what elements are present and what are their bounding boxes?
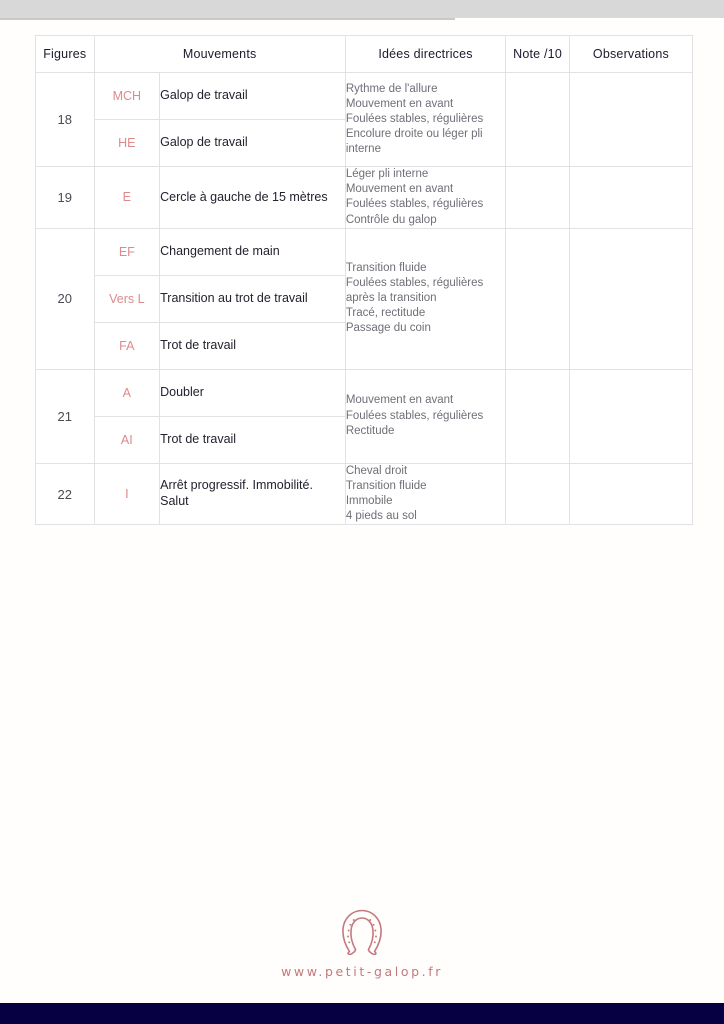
movement-description: Changement de main: [160, 228, 346, 275]
figure-number: 18: [36, 73, 95, 167]
idee-line: Encolure droite ou léger pli: [345, 128, 483, 141]
header-note: Note /10: [506, 36, 570, 73]
table-row: [36, 369, 693, 416]
movement-description: Trot de travail: [160, 416, 346, 463]
movement-description: Galop de travail: [160, 73, 346, 120]
movement-description: Cercle à gauche de 15 mètres: [160, 167, 346, 229]
table-row: [36, 73, 693, 120]
observations-field[interactable]: [569, 463, 692, 525]
idee-line: Mouvement en avant: [345, 97, 454, 110]
dressage-score-table: [35, 35, 693, 525]
movement-letter: I: [94, 463, 160, 525]
idee-line: Léger pli interne: [345, 168, 429, 180]
idee-line: Mouvement en avant: [345, 394, 454, 407]
idee-line: Foulées stables, régulières: [345, 409, 484, 422]
movement-letter: FA: [94, 322, 160, 369]
note-field[interactable]: [506, 73, 570, 167]
idee-line: Passage du coin: [345, 322, 431, 335]
idee-line: Tracé, rectitude: [345, 307, 426, 320]
movement-description: Transition au trot de travail: [160, 275, 346, 322]
note-field[interactable]: [506, 167, 570, 229]
idee-line: Foulées stables, régulières: [345, 276, 484, 289]
footer: [0, 905, 724, 979]
idees-directrices: [345, 463, 505, 525]
idee-line: Mouvement en avant: [345, 183, 454, 196]
table-row: [36, 463, 693, 525]
figure-number: 22: [36, 463, 95, 525]
table-row: [36, 228, 693, 275]
movement-letter: EF: [94, 228, 160, 275]
idee-line: Rythme de l'allure: [345, 82, 438, 95]
idee-line: Transition fluide: [345, 479, 427, 492]
header-idees-directrices: Idées directrices: [345, 36, 505, 73]
movement-letter: AI: [94, 416, 160, 463]
idee-line: Transition fluide: [345, 261, 427, 274]
movement-description: Galop de travail: [160, 120, 346, 167]
document-page: [0, 20, 724, 1003]
observations-field[interactable]: [569, 228, 692, 369]
idee-line: Rectitude: [345, 424, 395, 437]
idee-line: Foulées stables, régulières: [345, 198, 484, 211]
idee-line: après la transition: [345, 292, 437, 305]
observations-field[interactable]: [569, 73, 692, 167]
movement-letter: HE: [94, 120, 160, 167]
movement-letter: E: [94, 167, 160, 229]
idees-directrices: [345, 167, 505, 229]
figure-number: 20: [36, 228, 95, 369]
idee-line: Foulées stables, régulières: [345, 112, 484, 125]
observations-field[interactable]: [569, 369, 692, 463]
header-figures: Figures: [36, 36, 95, 73]
table-header: [36, 36, 693, 73]
note-field[interactable]: [506, 369, 570, 463]
movement-letter: Vers L: [94, 275, 160, 322]
idee-line: interne: [345, 143, 381, 156]
idees-directrices: [345, 73, 505, 167]
table-header-row: [36, 36, 693, 73]
movement-description: Trot de travail: [160, 322, 346, 369]
movement-letter: A: [94, 369, 160, 416]
idee-line: Cheval droit: [345, 464, 408, 477]
movement-letter: MCH: [94, 73, 160, 120]
movement-description: Doubler: [160, 369, 346, 416]
movement-description: Arrêt progressif. Immobilité. Salut: [160, 463, 346, 525]
table-row: [36, 167, 693, 229]
note-field[interactable]: [506, 463, 570, 525]
idees-directrices: [345, 369, 505, 463]
bottom-navy-bar: [0, 1003, 724, 1024]
idees-directrices: [345, 228, 505, 369]
top-gray-bar: [0, 0, 724, 18]
horseshoe-icon: [335, 905, 389, 955]
observations-field[interactable]: [569, 167, 692, 229]
figure-number: 19: [36, 167, 95, 229]
idee-line: Contrôle du galop: [345, 213, 437, 226]
site-url: www.petit-galop.fr: [281, 964, 443, 979]
header-observations: Observations: [569, 36, 692, 73]
note-field[interactable]: [506, 228, 570, 369]
idee-line: 4 pieds au sol: [345, 510, 417, 523]
header-mouvements: Mouvements: [94, 36, 345, 73]
figure-number: 21: [36, 369, 95, 463]
idee-line: Immobile: [345, 495, 393, 508]
table-body: [36, 73, 693, 525]
